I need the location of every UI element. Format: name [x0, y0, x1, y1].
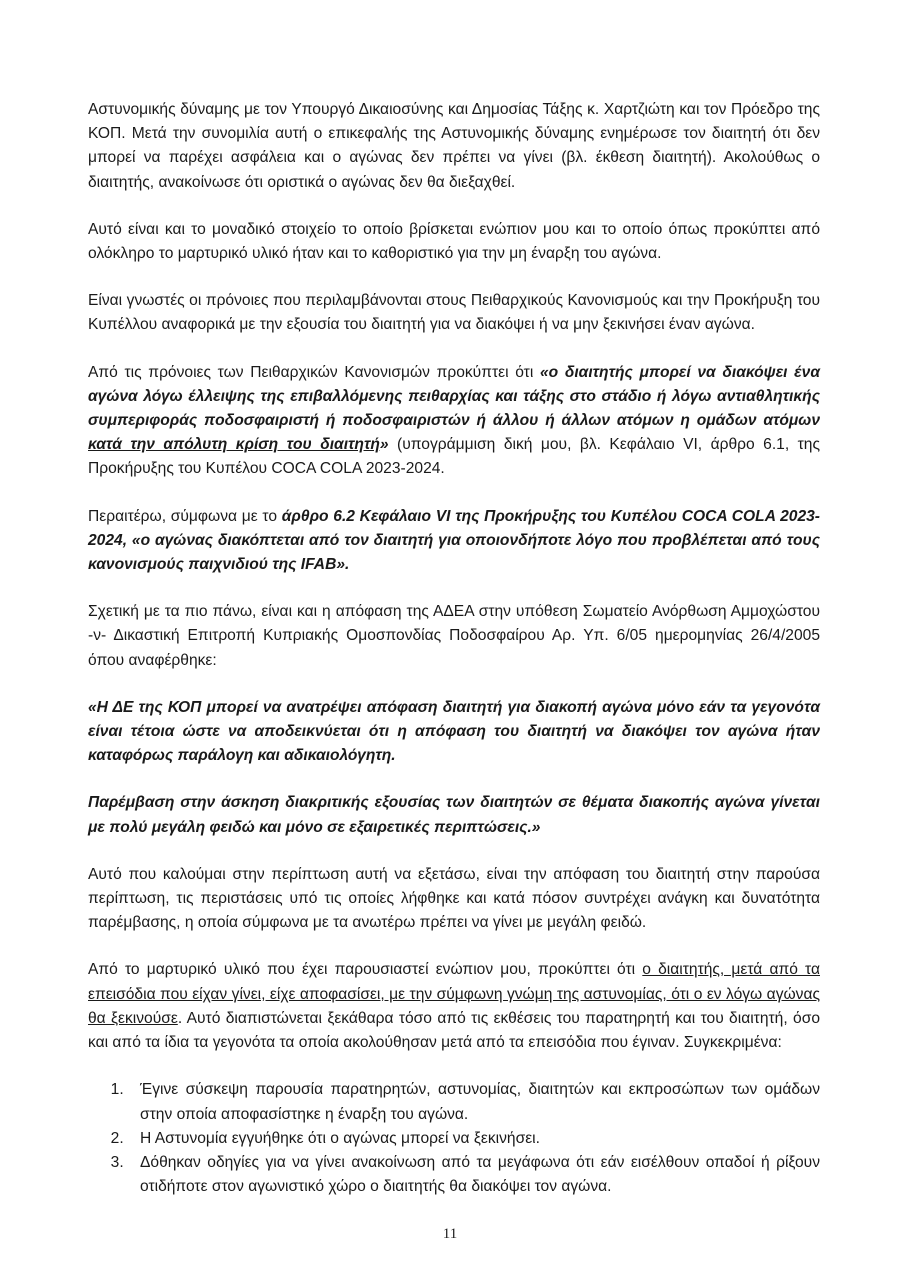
- text-span: Από τις πρόνοιες των Πειθαρχικών Κανονισμών προκύπτει ότι: [88, 363, 540, 381]
- paragraph: Αυτό είναι και το μοναδικό στοιχείο το οποίο βρίσκεται ενώπιον μου και το οποίο όπως προκύπτει από ολόκληρο το μαρτυρικό υλικό ήταν και το καθοριστικό για την μη έναρξη του αγώνα.: [88, 220, 820, 263]
- paragraph: Αστυνομικής δύναμης με τον Υπουργό Δικαιοσύνης και Δημοσίας Τάξης κ. Χαρτζιώτη και τον Πρόεδρο της ΚΟΠ. Μετά την συνομιλία αυτή ο επικεφαλής της Αστυνομικής δύναμης ενημέρωσε τον διαιτητή ότι δεν μπορεί να παρέχει ασφάλεια και ο αγώνας δεν πρέπει να γίνει (βλ. έκθεση διαιτητή). Ακολούθως ο διαιτητής, ανακοίνωσε ότι οριστικά ο αγώνας δεν θα διεξαχθεί.: [88, 101, 820, 191]
- list-item: 3. Δόθηκαν οδηγίες για να γίνει ανακοίνωση από τα μεγάφωνα ότι εάν εισέλθουν οπαδοί ή ρίξουν οτιδήποτε στον αγωνιστικό χώρο ο διαιτητής θα διακόψει τον αγώνα.: [128, 1151, 820, 1199]
- text-span: Περαιτέρω, σύμφωνα με το: [88, 507, 282, 525]
- numbered-list: [88, 1078, 820, 1199]
- quote-close: »: [379, 436, 389, 454]
- paragraph: Σχετική με τα πιο πάνω, είναι και η απόφαση της ΑΔΕΑ στην υπόθεση Σωματείο Ανόρθωση Αμμοχώστου -ν- Δικαστική Επιτροπή Κυπριακής Ομοσπονδίας Ποδοσφαίρου Αρ. Υπ. 6/05 ημερομηνίας 26/4/2005 όπου αναφέρθηκε:: [88, 603, 820, 669]
- paragraph: [88, 505, 820, 578]
- underlined-text: ο διαιτητής, μετά από τα επεισόδια που είχαν γίνει, είχε αποφασίσει, με την σύμφωνη γνώμη της αστυνομίας, ότι ο εν λόγω αγώνας θα ξεκινούσε: [88, 961, 820, 1027]
- block-quote: [88, 696, 820, 769]
- paragraph: [88, 361, 820, 482]
- quote-text: «Η ΔΕ της ΚΟΠ μπορεί να ανατρέψει απόφαση διαιτητή για διακοπή αγώνα μόνο εάν τα γεγονότα είναι τέτοια ώστε να αποδεικνύεται ότι η απόφαση του διαιτητή να διακόψει τον αγώνα ήταν καταφόρως παράλογη και αδικαιολόγητη.: [88, 698, 820, 765]
- list-item: 1. Έγινε σύσκεψη παρουσία παρατηρητών, αστυνομίας, διαιτητών και εκπροσώπων των ομάδων στην οποία αποφασίστηκε η έναρξη του αγώνα.: [128, 1078, 820, 1126]
- quote-text: Παρέμβαση στην άσκηση διακριτικής εξουσίας των διαιτητών σε θέματα διακοπής αγώνα γίνεται με πολύ μεγάλη φειδώ και μόνο σε εξαιρετικές περιπτώσεις.»: [88, 794, 820, 836]
- block-quote: [88, 791, 820, 839]
- text-span: (υπογράμμιση δική μου, βλ. Κεφάλαιο VI, άρθρο 6.1, της Προκήρυξης του Κυπέλου COCA COLA 2023-2024.: [88, 436, 820, 478]
- quoted-article: άρθρο 6.2 Κεφάλαιο VI της Προκήρυξης του Κυπέλου COCA COLA 2023-2024, «ο αγώνας διακόπτεται από τον διαιτητή για οποιονδήποτε λόγο που προβλέπεται από τους κανονισμούς παιχνιδιού της IFAB».: [88, 507, 820, 574]
- paragraph: Είναι γνωστές οι πρόνοιες που περιλαμβάνονται στους Πειθαρχικούς Κανονισμούς και την Προκήρυξη του Κυπέλλου αναφορικά με την εξουσία του διαιτητή για να διακόψει ή να μην ξεκινήσει έναν αγώνα.: [88, 292, 820, 334]
- paragraph: [88, 958, 820, 1055]
- quoted-regulation: «ο διαιτητής μπορεί να διακόψει ένα αγώνα λόγω έλλειψης της επιβαλλόμενης πειθαρχίας και τάξης στο στάδιο ή λόγω αντιαθλητικής συμπεριφοράς ποδοσφαιριστή ή ποδοσφαιριστών ή άλλου ή άλλων ατόμων η ομάδων ατόμων: [88, 363, 820, 430]
- text-span: . Αυτό διαπιστώνεται ξεκάθαρα τόσο από τις εκθέσεις του παρατηρητή και του διαιτητή, όσο και από τα ίδια τα γεγονότα τα οποία ακολούθησαν μετά από τα επεισόδια που έγιναν. Συγκεκριμένα:: [88, 1009, 820, 1052]
- underlined-quote: κατά την απόλυτη κρίση του διαιτητή: [88, 436, 380, 454]
- list-item: 2. Η Αστυνομία εγγυήθηκε ότι ο αγώνας μπορεί να ξεκινήσει.: [128, 1127, 820, 1151]
- document-body: [88, 98, 820, 1199]
- paragraph: Αυτό που καλούμαι στην περίπτωση αυτή να εξετάσω, είναι την απόφαση του διαιτητή στην παρούσα περίπτωση, τις περιστάσεις υπό τις οποίες λήφθηκε και κατά πόσον συντρέχει ανάγκη και δυνατότητα παρέμβασης, η οποία σύμφωνα με τα ανωτέρω πρέπει να γίνει με μεγάλη φειδώ.: [88, 865, 820, 932]
- page-number: 11: [442, 1226, 458, 1242]
- text-span: Από το μαρτυρικό υλικό που έχει παρουσιαστεί ενώπιον μου, προκύπτει ότι: [88, 961, 643, 979]
